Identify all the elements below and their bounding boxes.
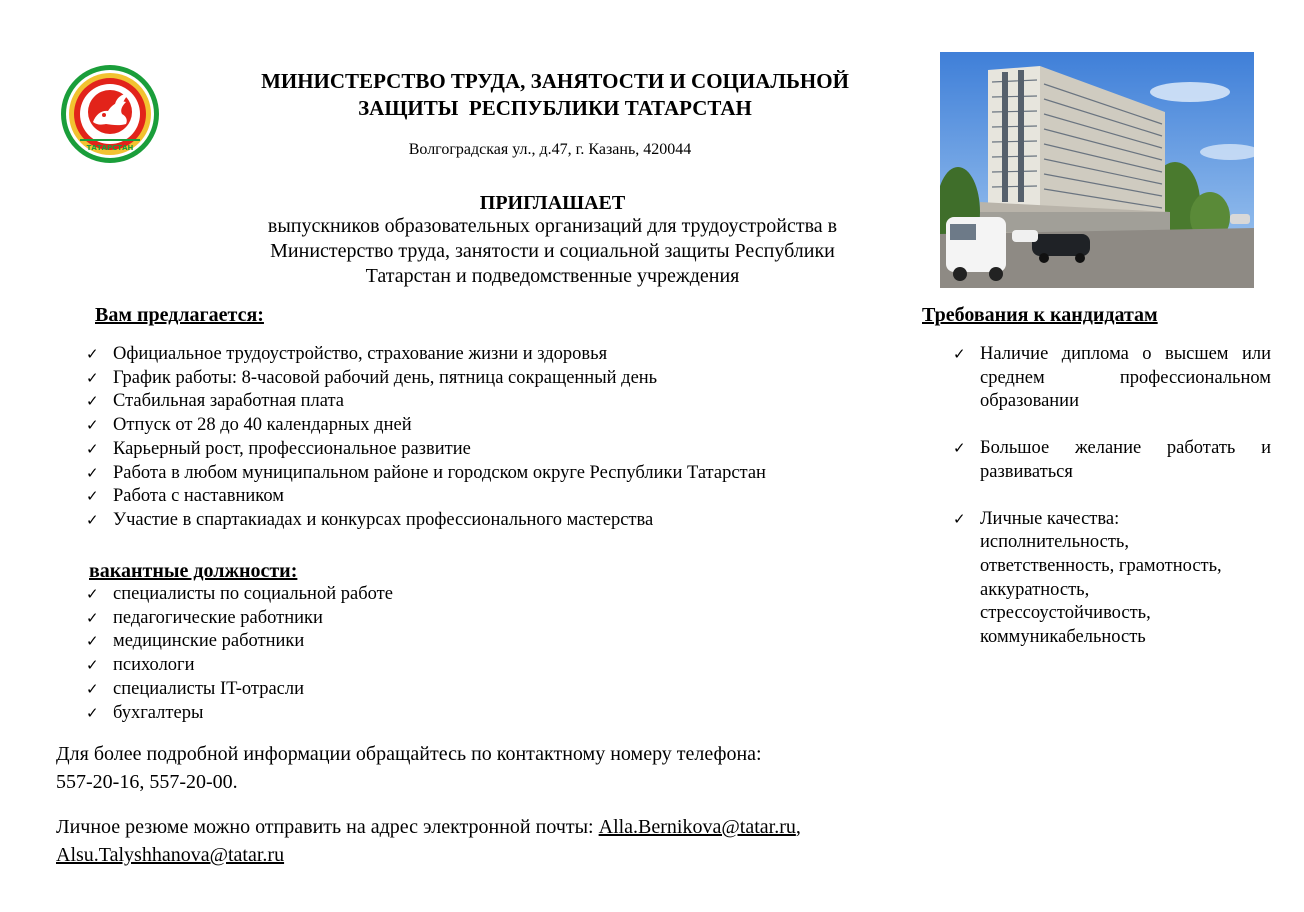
checkmark-icon: ✓	[86, 585, 99, 603]
list-item: ✓ Участие в спартакиадах и конкурсах профессионального мастерства	[86, 509, 886, 533]
list-item: ✓ педагогические работники	[86, 607, 686, 631]
checkmark-icon: ✓	[86, 487, 99, 506]
contact-phone-text: Для более подробной информации обращайтесь по контактному номеру телефона:	[56, 743, 762, 765]
checkmark-icon: ✓	[86, 439, 99, 458]
checkmark-icon: ✓	[86, 416, 99, 435]
offer-list	[86, 343, 886, 533]
checkmark-icon: ✓	[953, 509, 966, 528]
org-title-line-1: МИНИСТЕРСТВО ТРУДА, ЗАНЯТОСТИ И СОЦИАЛЬНОЙ	[261, 69, 849, 93]
list-item: ✓ Работа с наставником	[86, 485, 886, 509]
checkmark-icon: ✓	[953, 345, 966, 363]
quality-line: аккуратность,	[980, 579, 1090, 600]
list-item: ✓ Большое желание работать и развиваться	[953, 438, 1271, 482]
email-separator: ,	[795, 816, 801, 838]
tatarstan-emblem-logo	[60, 64, 160, 164]
list-item: ✓ Стабильная заработная плата	[86, 390, 886, 414]
invite-text-line-2: Министерство труда, занятости и социальной защиты Республики	[270, 240, 835, 262]
invite-text-line-3: Татарстан и подведомственные учреждения	[365, 265, 740, 287]
checkmark-icon: ✓	[86, 656, 99, 675]
requirements-list	[953, 343, 1271, 673]
list-item: ✓ специалисты по социальной работе	[86, 583, 686, 607]
checkmark-icon: ✓	[86, 345, 99, 363]
contact-email-text: Личное резюме можно отправить на адрес электронной почты:	[56, 816, 594, 838]
contact-phone-numbers[interactable]: 557-20-16, 557-20-00.	[56, 771, 238, 793]
address: Волгоградская ул., д.47, г. Казань, 420044	[408, 141, 692, 158]
checkmark-icon: ✓	[86, 703, 99, 722]
quality-line: стрессоустойчивость,	[980, 603, 1151, 624]
contact-phone-paragraph	[56, 740, 916, 796]
invite-heading: ПРИГЛАШАЕТ	[479, 192, 626, 214]
requirements-heading: Требования к кандидатам	[922, 304, 1158, 326]
list-item: ✓ бухгалтеры	[86, 702, 686, 726]
checkmark-icon: ✓	[86, 632, 99, 651]
quality-line: ответственность, грамотность,	[980, 555, 1222, 576]
checkmark-icon: ✓	[86, 463, 99, 482]
list-item: ✓ психологи	[86, 654, 686, 678]
offer-heading: Вам предлагается:	[95, 304, 264, 326]
invite-text-line-1: выпускников образовательных организаций для трудоустройства в	[267, 215, 838, 237]
list-item: ✓ медицинские работники	[86, 630, 686, 654]
checkmark-icon: ✓	[86, 679, 99, 698]
list-item: ✓ Работа в любом муниципальном районе и городском округе Республики Татарстан	[86, 462, 886, 486]
checkmark-icon: ✓	[953, 439, 966, 458]
list-item: ✓ специалисты IT-отрасли	[86, 678, 686, 702]
contact-email-paragraph	[56, 813, 916, 869]
list-item: ✓ График работы: 8-часовой рабочий день, пятница сокращенный день	[86, 367, 886, 391]
vacancies-list	[86, 583, 686, 725]
checkmark-icon: ✓	[86, 368, 99, 387]
checkmark-icon: ✓	[86, 510, 99, 529]
email-link-2[interactable]: Alsu.Talyshhanova@tatar.ru	[56, 844, 285, 866]
emblem-text: ТАТАРСТАН	[86, 144, 134, 152]
checkmark-icon: ✓	[86, 608, 99, 627]
list-item: ✓ Личные качества: исполнительность, ответственность, грамотность, аккуратность, стрессоустойчивость, коммуникабельность	[953, 508, 1271, 650]
quality-line: коммуникабельность	[980, 627, 1146, 648]
checkmark-icon: ✓	[86, 392, 99, 411]
list-item: ✓ Отпуск от 28 до 40 календарных дней	[86, 414, 886, 438]
list-item: ✓ Наличие диплома о высшем или среднем профессиональном образовании	[953, 344, 1271, 412]
invite-text	[190, 214, 915, 289]
list-item: ✓ Официальное трудоустройство, страхование жизни и здоровья	[86, 343, 886, 367]
organization-title	[200, 68, 910, 122]
quality-line: исполнительность,	[980, 532, 1129, 553]
org-title-line-2: ЗАЩИТЫ РЕСПУБЛИКИ ТАТАРСТАН	[358, 96, 752, 120]
list-item: ✓ Карьерный рост, профессиональное развитие	[86, 438, 886, 462]
email-link-1[interactable]: Alla.Bernikova@tatar.ru	[598, 816, 796, 838]
vacancies-heading: вакантные должности:	[89, 560, 298, 582]
ministry-building-photo	[940, 52, 1254, 288]
